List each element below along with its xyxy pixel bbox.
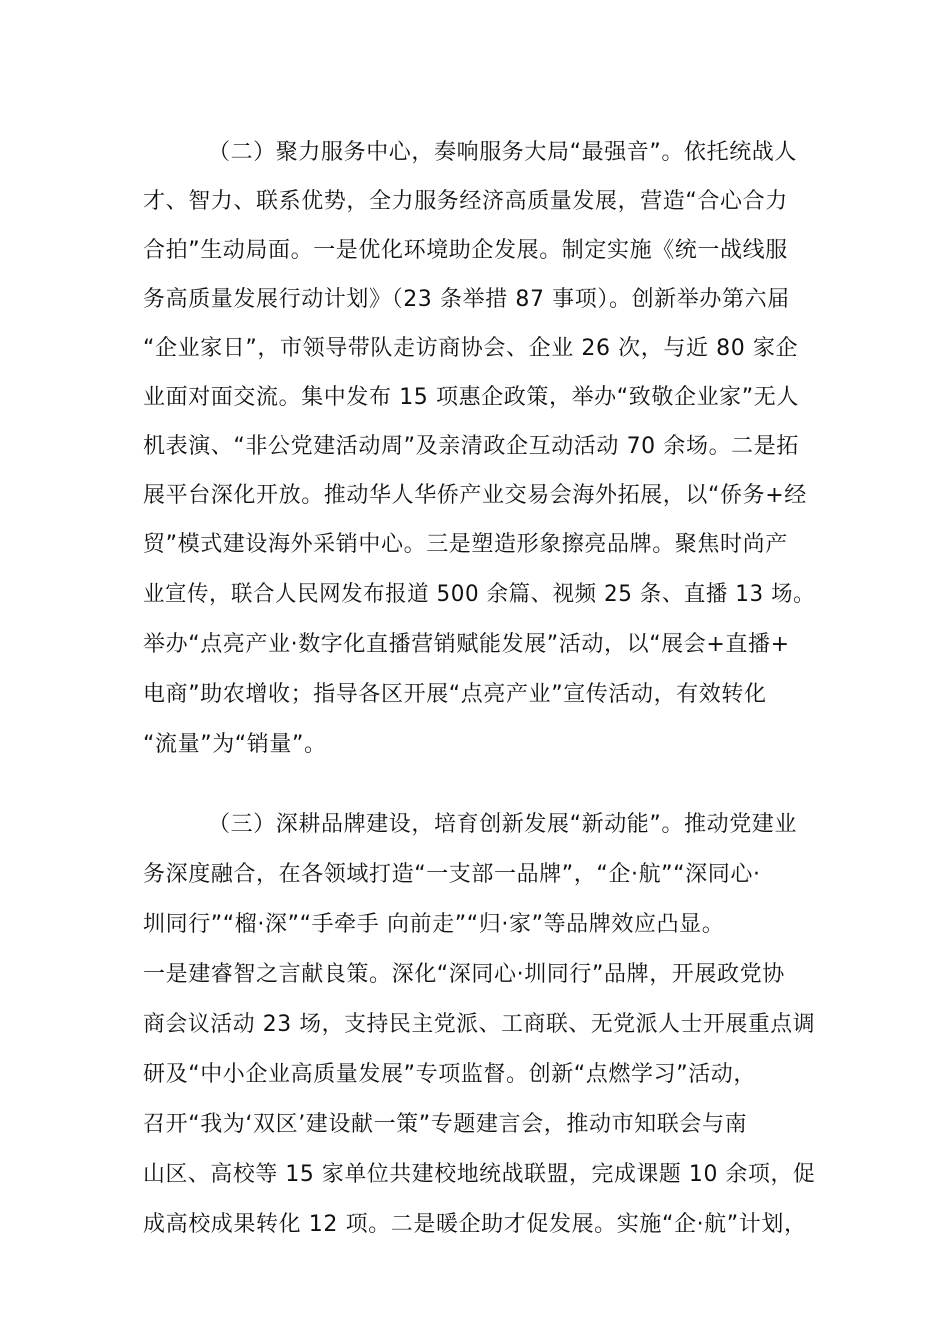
text-line: 业宣传，联合人民网发布报道 500 余篇、视频 25 条、直播 13 场。	[143, 582, 816, 607]
text-line: 召开“我为‘双区’建设献一策”专题建言会，推动市知联会与南	[143, 1112, 748, 1137]
text-line: 贸”模式建设海外采销中心。三是塑造形象擦亮品牌。聚焦时尚产	[143, 532, 788, 557]
text-line: “流量”为“销量”。	[143, 732, 327, 757]
text-line: 务高质量发展行动计划》（23 条举措 87 事项）。创新举办第六届	[143, 287, 790, 312]
text-line: 机表演、“非公党建活动周”及亲清政企互动活动 70 余场。二是拓	[143, 434, 799, 459]
text-line: 举办“点亮产业·数字化直播营销赋能发展”活动，以“展会+直播+	[143, 632, 790, 657]
text-line: （三）深耕品牌建设，培育创新发展“新动能”。推动党建业	[208, 812, 797, 837]
text-line: 山区、高校等 15 家单位共建校地统战联盟，完成课题 10 余项，促	[143, 1162, 816, 1187]
text-line: 电商”助农增收；指导各区开展“点亮产业”宣传活动，有效转化	[143, 682, 767, 707]
text-line: 圳同行”“榴·深”“手牵手 向前走”“归·家”等品牌效应凸显。	[143, 912, 725, 937]
text-line: 成高校成果转化 12 项。二是暖企助才促发展。实施“企·航”计划，	[143, 1212, 807, 1237]
text-line: 业面对面交流。集中发布 15 项惠企政策，举办“致敬企业家”无人	[143, 385, 799, 410]
text-line: 才、智力、联系优势，全力服务经济高质量发展，营造“合心合力	[143, 189, 788, 214]
text-line: 研及“中小企业高质量发展”专项监督。创新“点燃学习”活动，	[143, 1062, 756, 1087]
text-line: 一是建睿智之言献良策。深化“深同心·圳同行”品牌，开展政党协	[143, 962, 785, 987]
text-line: （二）聚力服务中心，奏响服务大局“最强音”。依托统战人	[208, 140, 797, 165]
text-line: 务深度融合，在各领域打造“一支部一品牌”，“企·航”“深同心·	[143, 862, 761, 887]
text-line: “企业家日”，市领导带队走访商协会、企业 26 次，与近 80 家企	[143, 336, 799, 361]
text-line: 商会议活动 23 场，支持民主党派、工商联、无党派人士开展重点调	[143, 1012, 816, 1037]
text-line: 合拍”生动局面。一是优化环境助企发展。制定实施《统一战线服	[143, 238, 788, 263]
text-line: 展平台深化开放。推动华人华侨产业交易会海外拓展，以“侨务+经	[143, 483, 807, 508]
